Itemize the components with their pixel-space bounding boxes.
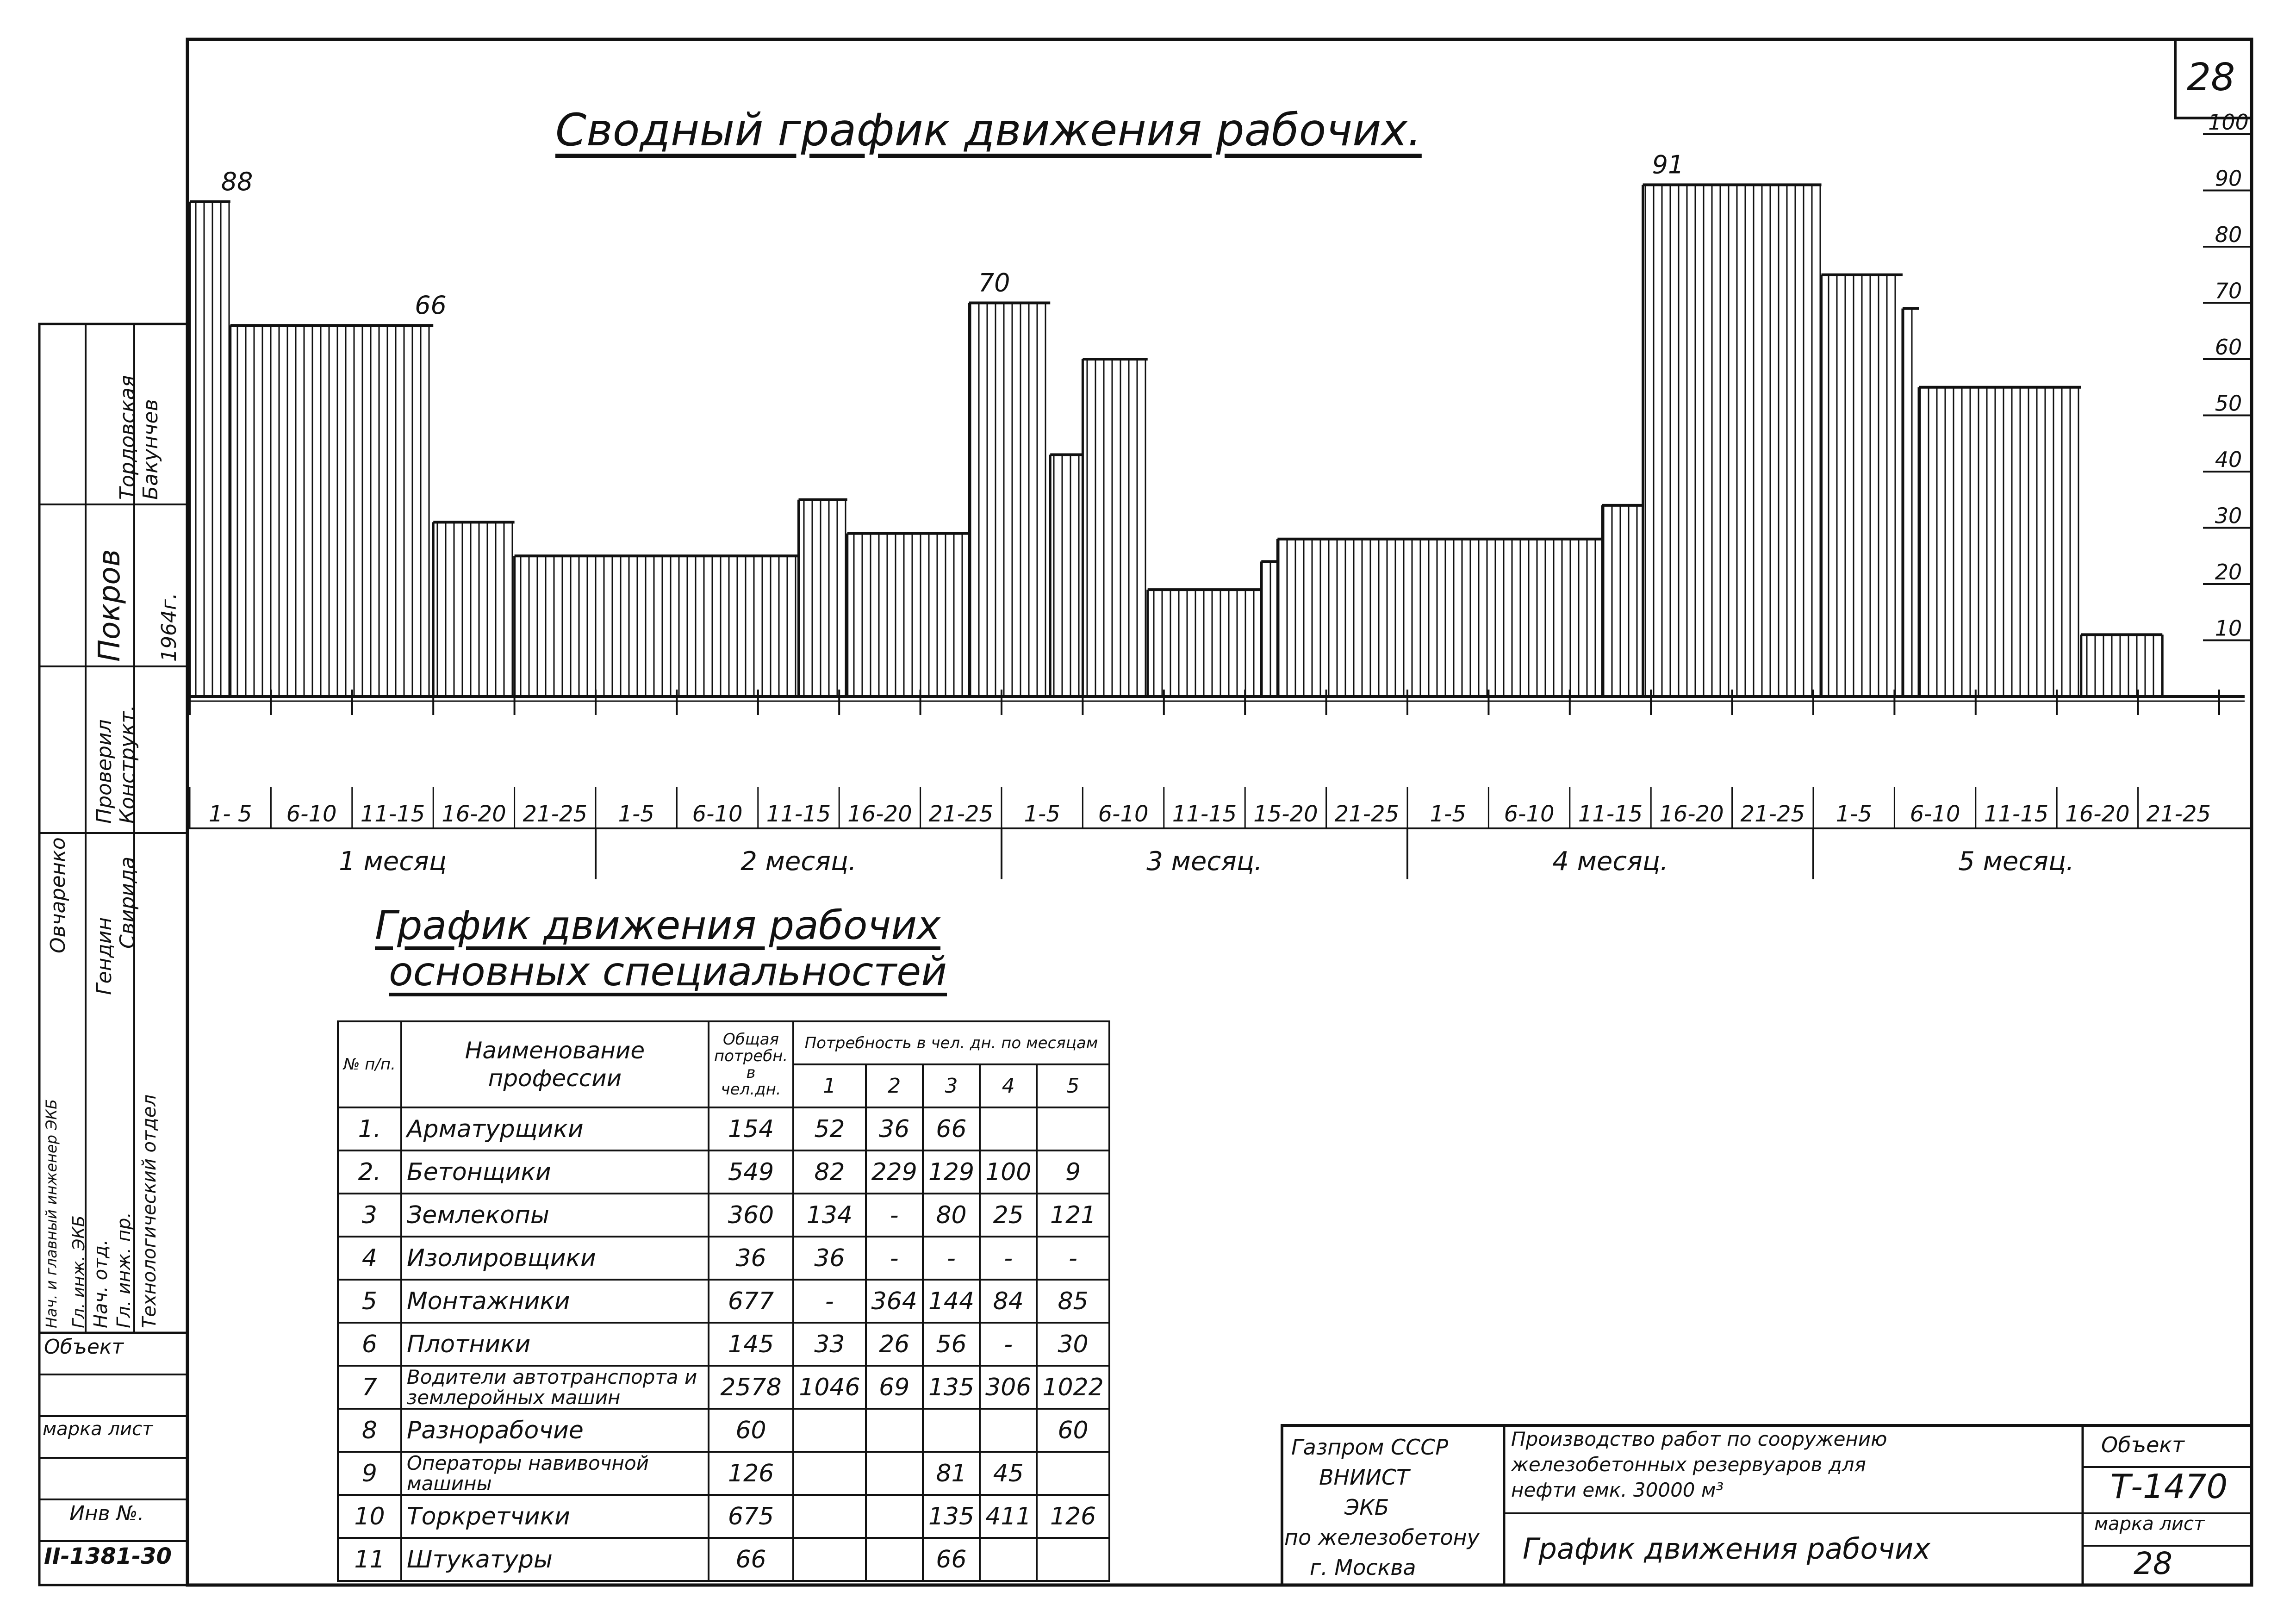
mark-value: 28 xyxy=(2134,1546,2172,1581)
month-value xyxy=(1037,1538,1109,1581)
table-header-row xyxy=(338,1021,1109,1064)
chart-bar xyxy=(1050,455,1083,696)
month-value xyxy=(866,1538,923,1581)
month-value: 52 xyxy=(793,1107,865,1150)
month-value: 84 xyxy=(980,1280,1037,1323)
profession-name: Операторы навивочной машины xyxy=(401,1452,709,1495)
org-line3: ЭКБ xyxy=(1344,1495,1389,1520)
x-tick-label: 1-5 xyxy=(1430,801,1466,827)
side-col1-4: Гл. инж. пр. xyxy=(113,1212,135,1328)
object-value: Т-1470 xyxy=(2110,1467,2228,1506)
y-tick-label: 40 xyxy=(2215,447,2242,472)
table-body xyxy=(338,1107,1109,1581)
peak-label: 91 xyxy=(1652,150,1684,180)
profession-name: Водители автотранспорта и землеройных машин xyxy=(401,1366,709,1409)
table-row xyxy=(338,1280,1109,1323)
month-value: 25 xyxy=(980,1194,1037,1237)
x-tick-label: 6-10 xyxy=(1910,801,1960,827)
month-value xyxy=(866,1495,923,1538)
month-value: 364 xyxy=(866,1280,923,1323)
row-number: 8 xyxy=(338,1409,401,1452)
header-month: 2 xyxy=(866,1064,923,1107)
row-number: 4 xyxy=(338,1237,401,1280)
month-value: 66 xyxy=(923,1107,980,1150)
x-tick-label: 11-15 xyxy=(766,801,831,827)
month-value: 135 xyxy=(923,1495,980,1538)
table-title-line2: основных специальностей xyxy=(389,949,947,995)
chart-bar xyxy=(799,500,847,696)
chart-bar xyxy=(1261,561,1277,696)
table-row xyxy=(338,1409,1109,1452)
specialities-table xyxy=(337,1020,1110,1582)
side-col1-5: Технологический отдел xyxy=(139,1094,160,1328)
month-value: 121 xyxy=(1037,1194,1109,1237)
project-line3: нефти емк. 30000 м³ xyxy=(1511,1479,1724,1501)
org-line2: ВНИИСТ xyxy=(1319,1465,1410,1490)
table-title-line1: График движения рабочих xyxy=(375,902,941,949)
month-value: 9 xyxy=(1037,1150,1109,1194)
side-col2-5: Конструкт. xyxy=(116,705,139,824)
header-need: Потребность в чел. дн. по месяцам xyxy=(793,1021,1109,1064)
y-tick-label: 70 xyxy=(2215,278,2242,304)
chart-bar xyxy=(433,522,514,696)
y-tick-label: 80 xyxy=(2215,222,2242,247)
month-label: 4 месяц. xyxy=(1552,846,1668,877)
x-tick-label: 16-20 xyxy=(847,801,912,827)
x-tick-label: 11-15 xyxy=(1172,801,1237,827)
month-value: 129 xyxy=(923,1150,980,1194)
month-value: 306 xyxy=(980,1366,1037,1409)
month-value xyxy=(866,1409,923,1452)
total-person-days: 360 xyxy=(709,1194,793,1237)
month-value: 126 xyxy=(1037,1495,1109,1538)
table-row xyxy=(338,1538,1109,1581)
side-inv-label: Инв №. xyxy=(69,1502,144,1525)
profession-name: Землекопы xyxy=(401,1194,709,1237)
month-value: - xyxy=(923,1237,980,1280)
month-value: - xyxy=(866,1237,923,1280)
total-person-days: 60 xyxy=(709,1409,793,1452)
month-value: 80 xyxy=(923,1194,980,1237)
chart-bar xyxy=(847,534,969,696)
month-value: 82 xyxy=(793,1150,865,1194)
month-value xyxy=(793,1495,865,1538)
row-number: 11 xyxy=(338,1538,401,1581)
month-value xyxy=(980,1538,1037,1581)
profession-name: Монтажники xyxy=(401,1280,709,1323)
header-name-line1: Наименование xyxy=(465,1037,645,1064)
month-value: - xyxy=(1037,1237,1109,1280)
x-tick-label: 11-15 xyxy=(1984,801,2049,827)
x-tick-label: 16-20 xyxy=(442,801,506,827)
total-person-days: 154 xyxy=(709,1107,793,1150)
side-col1-2: Гл. инж. ЭКБ xyxy=(69,1215,88,1328)
month-value xyxy=(1037,1452,1109,1495)
table-row xyxy=(338,1323,1109,1366)
side-mark-label: марка лист xyxy=(43,1418,153,1440)
row-number: 7 xyxy=(338,1366,401,1409)
x-tick-label: 6-10 xyxy=(692,801,743,827)
object-label: Объект xyxy=(2101,1432,2184,1457)
month-value: - xyxy=(980,1237,1037,1280)
header-month: 5 xyxy=(1037,1064,1109,1107)
month-value: 85 xyxy=(1037,1280,1109,1323)
side-col2-4: Проверил xyxy=(93,719,116,824)
project-line2: железобетонных резервуаров для xyxy=(1511,1453,1866,1476)
y-tick-label: 90 xyxy=(2215,166,2242,191)
y-tick-label: 60 xyxy=(2215,335,2242,360)
month-value: 56 xyxy=(923,1323,980,1366)
profession-name: Арматурщики xyxy=(401,1107,709,1150)
side-col2-2: Гендин xyxy=(93,917,116,995)
sheet-title: График движения рабочих xyxy=(1523,1532,1931,1566)
month-label: 3 месяц. xyxy=(1146,846,1263,877)
peak-label: 88 xyxy=(221,167,253,196)
x-tick-label: 21-25 xyxy=(928,801,994,827)
month-label: 5 месяц. xyxy=(1958,846,2074,877)
x-tick-label: 21-25 xyxy=(1334,801,1400,827)
org-line5: г. Москва xyxy=(1310,1555,1416,1580)
header-month: 4 xyxy=(980,1064,1037,1107)
table-row xyxy=(338,1107,1109,1150)
peak-label: 70 xyxy=(978,268,1010,298)
x-tick-label: 11-15 xyxy=(1578,801,1643,827)
month-value xyxy=(793,1409,865,1452)
month-value: 33 xyxy=(793,1323,865,1366)
total-person-days: 2578 xyxy=(709,1366,793,1409)
month-value xyxy=(980,1409,1037,1452)
month-value: 1046 xyxy=(793,1366,865,1409)
side-object-label: Объект xyxy=(44,1335,124,1359)
month-value xyxy=(980,1107,1037,1150)
month-value: 135 xyxy=(923,1366,980,1409)
month-value: 66 xyxy=(923,1538,980,1581)
header-name xyxy=(401,1021,709,1107)
month-value xyxy=(923,1409,980,1452)
month-value xyxy=(1037,1107,1109,1150)
table-row xyxy=(338,1366,1109,1409)
x-tick-label: 16-20 xyxy=(1659,801,1724,827)
month-value: 36 xyxy=(866,1107,923,1150)
profession-name: Штукатуры xyxy=(401,1538,709,1581)
month-value xyxy=(793,1538,865,1581)
side-col2-3: Свирида xyxy=(116,856,139,949)
side-col2-1: Овчаренко xyxy=(46,837,70,953)
peak-label: 66 xyxy=(415,291,447,320)
y-tick-label: 10 xyxy=(2215,616,2242,641)
chart-bar xyxy=(1148,590,1262,696)
table-row xyxy=(338,1194,1109,1237)
side-col3-2: 1964г. xyxy=(157,592,181,662)
header-num: № п/п. xyxy=(338,1021,401,1107)
month-value xyxy=(793,1452,865,1495)
table-row xyxy=(338,1452,1109,1495)
row-number: 1. xyxy=(338,1107,401,1150)
month-label: 2 месяц. xyxy=(740,846,857,877)
row-number: 5 xyxy=(338,1280,401,1323)
header-total: Общая потребн. в чел.дн. xyxy=(709,1021,793,1107)
chart-bar xyxy=(1822,275,1903,696)
row-number: 2. xyxy=(338,1150,401,1194)
month-value: - xyxy=(980,1323,1037,1366)
chart-title: Сводный график движения рабочих. xyxy=(555,104,1422,156)
table-row xyxy=(338,1237,1109,1280)
table-row xyxy=(338,1150,1109,1194)
month-value: 60 xyxy=(1037,1409,1109,1452)
profession-name: Плотники xyxy=(401,1323,709,1366)
month-value: 411 xyxy=(980,1495,1037,1538)
total-person-days: 36 xyxy=(709,1237,793,1280)
row-number: 3 xyxy=(338,1194,401,1237)
total-person-days: 549 xyxy=(709,1150,793,1194)
month-value: 30 xyxy=(1037,1323,1109,1366)
side-col3-4: Тордовская xyxy=(116,375,139,500)
month-value: 45 xyxy=(980,1452,1037,1495)
x-tick-label: 15-20 xyxy=(1253,801,1318,827)
month-value: 81 xyxy=(923,1452,980,1495)
month-label: 1 месяц xyxy=(339,846,447,877)
month-value: 144 xyxy=(923,1280,980,1323)
month-value: - xyxy=(793,1280,865,1323)
chart-bar xyxy=(1083,359,1147,696)
month-value: 1022 xyxy=(1037,1366,1109,1409)
month-value: 100 xyxy=(980,1150,1037,1194)
org-line4: по железобетону xyxy=(1284,1525,1480,1550)
header-name-line2: профессии xyxy=(488,1065,622,1092)
month-value: 36 xyxy=(793,1237,865,1280)
x-tick-label: 11-15 xyxy=(360,801,425,827)
mark-label: марка лист xyxy=(2094,1513,2205,1535)
side-col1-3: Нач. отд. xyxy=(90,1239,112,1328)
month-value: 69 xyxy=(866,1366,923,1409)
org-line1: Газпром СССР xyxy=(1291,1435,1449,1460)
side-inv-value: II-1381-30 xyxy=(44,1543,172,1569)
chart-bar xyxy=(1919,387,2081,696)
y-tick-label: 30 xyxy=(2215,503,2242,529)
total-person-days: 677 xyxy=(709,1280,793,1323)
profession-name: Изолировщики xyxy=(401,1237,709,1280)
x-tick-label: 1- 5 xyxy=(208,801,252,827)
chart-bar xyxy=(1602,505,1643,696)
chart-bar xyxy=(2081,634,2162,696)
total-person-days: 126 xyxy=(709,1452,793,1495)
x-tick-label: 1-5 xyxy=(618,801,654,827)
row-number: 9 xyxy=(338,1452,401,1495)
month-value: 26 xyxy=(866,1323,923,1366)
project-line1: Производство работ по сооружению xyxy=(1511,1428,1887,1450)
chart-bar xyxy=(515,556,799,696)
total-person-days: 675 xyxy=(709,1495,793,1538)
month-value: 229 xyxy=(866,1150,923,1194)
header-month: 3 xyxy=(923,1064,980,1107)
side-col3-3: Бакунчев xyxy=(139,399,162,500)
side-col3-1: Покров xyxy=(93,549,127,662)
chart-bar xyxy=(190,202,230,696)
month-value: 134 xyxy=(793,1194,865,1237)
x-tick-label: 21-25 xyxy=(2146,801,2211,827)
profession-name: Бетонщики xyxy=(401,1150,709,1194)
profession-name: Разнорабочие xyxy=(401,1409,709,1452)
y-tick-label: 20 xyxy=(2215,560,2242,585)
total-person-days: 66 xyxy=(709,1538,793,1581)
table-row xyxy=(338,1495,1109,1538)
y-tick-label: 50 xyxy=(2215,391,2242,416)
x-tick-label: 6-10 xyxy=(1504,801,1555,827)
chart-bar xyxy=(230,325,434,696)
x-tick-label: 6-10 xyxy=(1098,801,1149,827)
total-person-days: 145 xyxy=(709,1323,793,1366)
x-tick-label: 1-5 xyxy=(1836,801,1872,827)
chart-bar xyxy=(1903,309,1919,696)
row-number: 10 xyxy=(338,1495,401,1538)
chart-bar xyxy=(969,303,1050,697)
side-col1-1: Нач. и главный инженер ЭКБ xyxy=(43,1099,60,1328)
x-tick-label: 1-5 xyxy=(1024,801,1060,827)
x-tick-label: 21-25 xyxy=(1740,801,1805,827)
month-value: - xyxy=(866,1194,923,1237)
y-tick-label: 100 xyxy=(2208,110,2249,135)
header-month: 1 xyxy=(793,1064,865,1107)
profession-name: Торкретчики xyxy=(401,1495,709,1538)
chart-bar xyxy=(1277,539,1602,696)
chart-bar xyxy=(1643,185,1822,696)
row-number: 6 xyxy=(338,1323,401,1366)
month-value xyxy=(866,1452,923,1495)
x-tick-label: 16-20 xyxy=(2065,801,2130,827)
page-number: 28 xyxy=(2187,56,2235,99)
x-tick-label: 6-10 xyxy=(286,801,337,827)
x-tick-label: 21-25 xyxy=(523,801,588,827)
